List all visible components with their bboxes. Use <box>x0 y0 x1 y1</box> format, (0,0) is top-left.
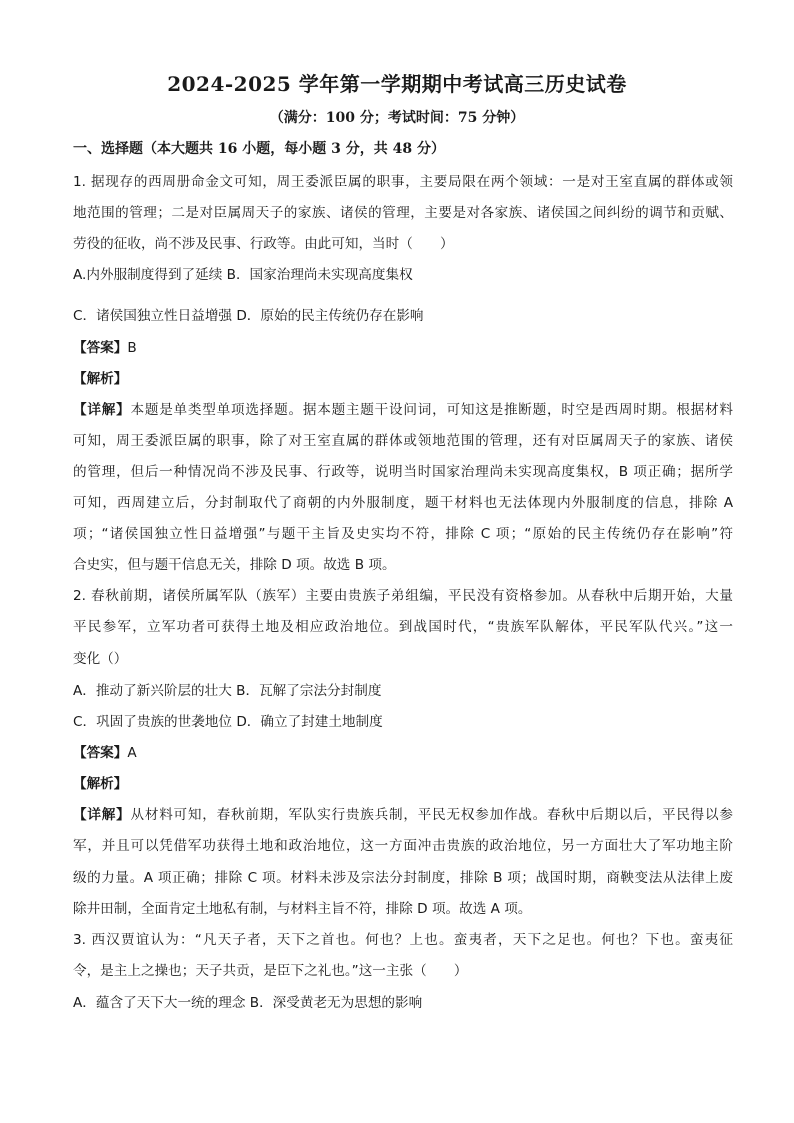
q1-detail-line: 项；“诸侯国独立性日益增强”与题干主旨及史实均不符，排除 C 项；“原始的民主传统仍存在影响”符 <box>73 526 733 542</box>
answer-value: B <box>127 340 137 356</box>
q1-options: C．诸侯国独立性日益增强 D．原始的民主传统仍存在影响 <box>73 308 424 324</box>
q3-stem-line: 3. 西汉贾谊认为：“凡天子者，天下之首也。何也？上也。蛮夷者，天下之足也。何也？下也。蛮夷征 <box>73 932 733 948</box>
q1-detail-line: 合史实，但与题干信息无关，排除 D 项。故选 B 项。 <box>73 557 396 573</box>
q1-detail-line: 的管理，但后一种情况尚不涉及民事、行政等，说明当时国家治理尚未实现高度集权，B 项正确；据所学 <box>73 464 733 480</box>
detail-tag: 【详解】 <box>73 807 131 823</box>
q1-analysis-tag: 【解析】 <box>73 371 128 387</box>
answer-tag: 【答案】 <box>73 340 128 356</box>
q1-detail-line: 可知，周王委派臣属的职事，除了对王室直属的群体或领地范围的管理，还有对臣属周天子的家族、诸侯 <box>73 433 733 449</box>
q2-stem-line: 变化（） <box>73 651 128 667</box>
q3-options: A．蕴含了天下大一统的理念 B．深受黄老无为思想的影响 <box>73 995 423 1011</box>
q1-stem-line: 劳役的征收，尚不涉及民事、行政等。由此可知，当时（ ） <box>73 236 454 252</box>
q1-stem-line: 1. 据现存的西周册命金文可知，周王委派臣属的职事，主要局限在两个领域：一是对王室直属的群体或领 <box>73 174 733 190</box>
q2-stem-line: 2. 春秋前期，诸侯所属军队（族军）主要由贵族子弟组编，平民没有资格参加。从春秋中后期开始，大量 <box>73 588 733 604</box>
q1-stem-line: 地范围的管理；二是对臣属周天子的家族、诸侯的管理，主要是对各家族、诸侯国之间纠纷的调节和贡赋、 <box>73 205 733 221</box>
q1-answer <box>73 338 733 358</box>
q1-options: A.内外服制度得到了延续 B．国家治理尚未实现高度集权 <box>73 267 413 283</box>
q2-detail-line: 级的力量。A 项正确；排除 C 项。材料未涉及宗法分封制度，排除 B 项；战国时期，商鞅变法从法律上废 <box>73 870 734 886</box>
detail-text: 本题是单类型单项选择题。据本题主题干设问词，可知这是推断题，时空是西周时期。根据材料 <box>130 402 734 418</box>
q2-options: A．推动了新兴阶层的壮大 B．瓦解了宗法分封制度 <box>73 683 382 699</box>
section-heading: 一、选择题（本大题共 16 小题，每小题 3 分，共 48 分） <box>73 141 445 157</box>
answer-tag: 【答案】 <box>73 745 128 761</box>
q2-detail-line: 军，并且可以凭借军功获得土地和政治地位，这一方面冲击贵族的政治地位，另一方面壮大了军功地主阶 <box>73 838 733 854</box>
q1-detail-line <box>73 400 733 420</box>
q1-detail-line: 可知，西周建立后，分封制取代了商朝的内外服制度，题干材料也无法体现内外服制度的信息，排除 A <box>73 495 733 511</box>
page-subtitle: （满分：100 分；考试时间：75 分钟） <box>269 110 525 126</box>
q2-options: C．巩固了贵族的世袭地位 D．确立了封建土地制度 <box>73 714 383 730</box>
detail-text: 从材料可知，春秋前期，军队实行贵族兵制，平民无权参加作战。春秋中后期以后，平民得以参 <box>130 807 734 823</box>
page-title: 2024-2025 学年第一学期期中考试高三历史试卷 <box>167 72 627 96</box>
answer-value: A <box>127 745 137 761</box>
q2-stem-line: 平民参军，立军功者可获得土地及相应政治地位。到战国时代，“贵族军队解体，平民军队代兴。”这一 <box>73 619 733 635</box>
detail-tag: 【详解】 <box>73 402 131 418</box>
q2-detail-line: 除井田制，全面肯定土地私有制，与材料主旨不符，排除 D 项。故选 A 项。 <box>73 901 532 917</box>
q3-stem-line: 令，是主上之操也；天子共贡，是臣下之礼也。”这一主张（ ） <box>73 963 468 979</box>
q2-answer <box>73 743 733 763</box>
q2-detail-line <box>73 805 733 825</box>
q2-analysis-tag: 【解析】 <box>73 776 128 792</box>
